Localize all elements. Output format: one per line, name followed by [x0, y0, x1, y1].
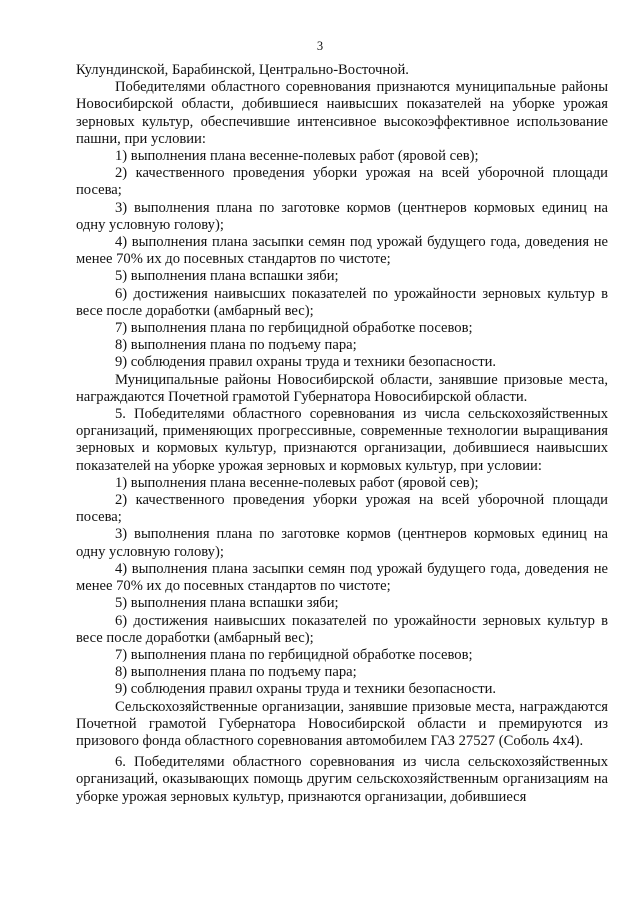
paragraph: 6) достижения наивысших показателей по урожайности зерновых культур в весе после доработки (амбарный вес); [76, 612, 608, 646]
paragraph: 8) выполнения плана по подъему пара; [115, 337, 357, 354]
paragraph: Муниципальные районы Новосибирской области, занявшие призовые места, награждаются Почетной грамотой Губернатора Новосибирской области. [76, 371, 608, 405]
paragraph: 2) качественного проведения уборки урожая на всей уборочной площади посева; [76, 165, 608, 199]
paragraph: 7) выполнения плана по гербицидной обработке посевов; [115, 646, 473, 663]
paragraph: 2) качественного проведения уборки урожая на всей уборочной площади посева; [76, 492, 608, 526]
paragraph: 6. Победителями областного соревнования из числа сельскохозяйственных организаций, оказывающих помощь другим сельскохозяйственным организациям на уборке урожая зерновых культур, признаются организации, добившиеся [76, 754, 608, 805]
paragraph: 5. Победителями областного соревнования из числа сельскохозяйственных организаций, применяющих прогрессивные, современные технологии выращивания зерновых и кормовых культур, признаются организации, добившиеся наивысших показателей на уборке урожая зерновых и кормовых культур, при условии: [76, 406, 608, 474]
paragraph: 1) выполнения плана весенне-полевых работ (яровой сев); [115, 148, 479, 165]
paragraph: 4) выполнения плана засыпки семян под урожай будущего года, доведения не менее 70% их до посевных стандартов по чистоте; [76, 234, 608, 268]
page-number: 3 [316, 39, 324, 53]
paragraph: 5) выполнения плана вспашки зяби; [115, 595, 339, 612]
document-body [76, 62, 608, 806]
paragraph: 3) выполнения плана по заготовке кормов (центнеров кормовых единиц на одну условную голову); [76, 199, 608, 233]
paragraph: Сельскохозяйственные организации, занявшие призовые места, награждаются Почетной грамотой Губернатора Новосибирской области и премируются из призового фонда областного соревнования автомобилем ГАЗ 27527 (Соболь 4х4). [76, 698, 608, 749]
paragraph: 3) выполнения плана по заготовке кормов (центнеров кормовых единиц на одну условную голову); [76, 526, 608, 560]
paragraph: 1) выполнения плана весенне-полевых работ (яровой сев); [115, 474, 479, 491]
paragraph: 9) соблюдения правил охраны труда и техники безопасности. [115, 681, 497, 698]
paragraph: Победителями областного соревнования признаются муниципальные районы Новосибирской области, добившиеся наивысших показателей на уборке урожая зерновых культур, обеспечившие интенсивное высокоэффективное использование пашни, при условии: [76, 79, 608, 147]
paragraph: 6) достижения наивысших показателей по урожайности зерновых культур в весе после доработки (амбарный вес); [76, 285, 608, 319]
paragraph: 5) выполнения плана вспашки зяби; [115, 268, 339, 285]
paragraph: 8) выполнения плана по подъему пара; [115, 664, 357, 681]
paragraph: 4) выполнения плана засыпки семян под урожай будущего года, доведения не менее 70% их до посевных стандартов по чистоте; [76, 560, 608, 595]
paragraph: 7) выполнения плана по гербицидной обработке посевов; [115, 320, 473, 337]
paragraph: Кулундинской, Барабинской, Центрально-Восточной. [76, 62, 409, 78]
paragraph: 9) соблюдения правил охраны труда и техники безопасности. [115, 354, 497, 371]
